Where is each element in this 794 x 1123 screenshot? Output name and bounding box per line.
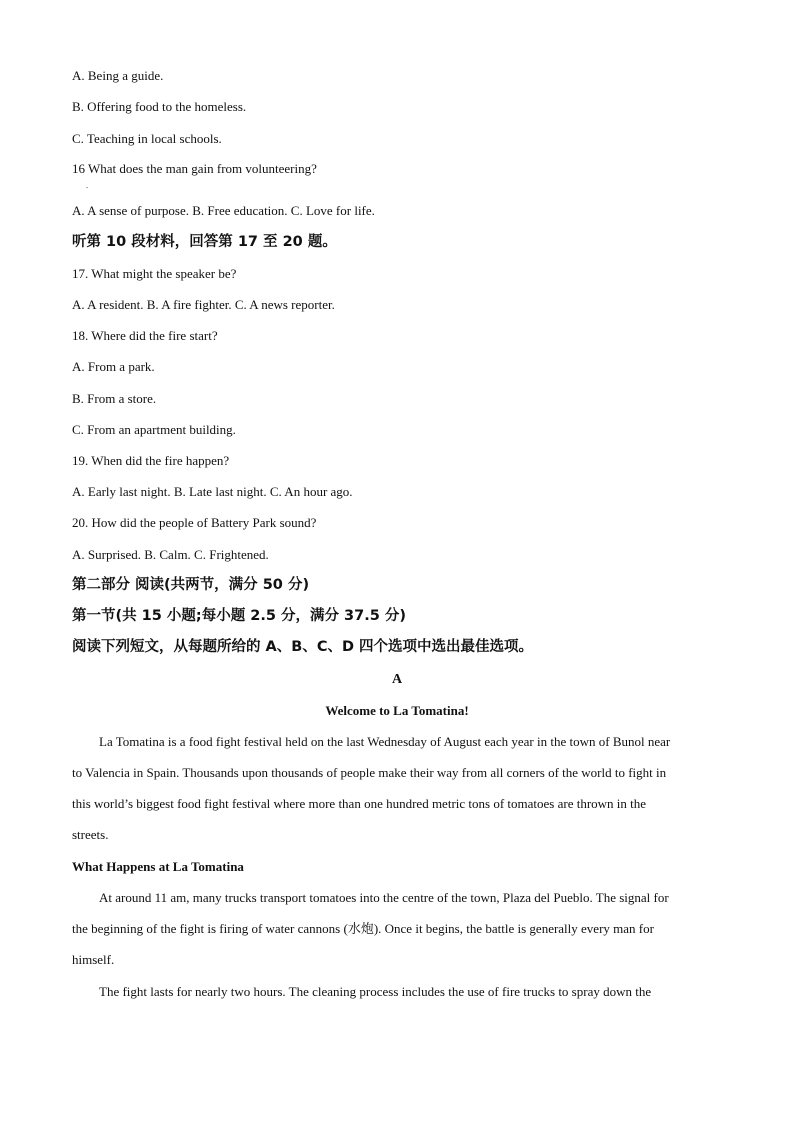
paragraph-1-line-4: streets. — [72, 827, 109, 842]
reading-instruction: 阅读下列短文，从每题所给的 A、B、C、D 四个选项中选出最佳选项。 — [72, 639, 534, 655]
question-17: 17. What might the speaker be? — [72, 266, 237, 281]
option-18a: A. From a park. — [72, 359, 155, 374]
passage-title: Welcome to La Tomatina! — [325, 703, 469, 718]
section-instruction-10: 听第 10 段材料，回答第 17 至 20 题。 — [72, 234, 337, 250]
subheading-what-happens: What Happens at La Tomatina — [72, 859, 244, 874]
option-15b: B. Offering food to the homeless. — [72, 99, 247, 114]
paragraph-1-line-1: La Tomatina is a food fight festival held on the last Wednesday of August each year in the town of Bunol near — [99, 734, 671, 749]
paragraph-1-line-2: to Valencia in Spain. Thousands upon thousands of people make their way from all corners of the world to fight in — [72, 765, 667, 780]
question-20: 20. How did the people of Battery Park sound? — [72, 515, 317, 530]
paragraph-2-line-1: At around 11 am, many trucks transport tomatoes into the centre of the town, Plaza del Pueblo. The signal for — [99, 890, 669, 905]
paragraph-2-line-2: the beginning of the fight is firing of water cannons (水炮). Once it begins, the battle is generally every man for — [72, 921, 654, 936]
part-two-heading: 第二部分 阅读(共两节，满分 50 分) — [72, 577, 310, 593]
paragraph-1-line-3: this world’s biggest food fight festival where more than one hundred metric tons of tomatoes are thrown in the — [72, 796, 647, 811]
option-18b: B. From a store. — [72, 391, 157, 406]
section-one-heading: 第一节(共 15 小题;每小题 2.5 分，满分 37.5 分) — [72, 608, 406, 624]
passage-label: A — [391, 672, 403, 687]
options-16: A. A sense of purpose. B. Free education. C. Love for life. — [72, 203, 375, 218]
paragraph-2-line-3: himself. — [72, 952, 115, 967]
option-15c: C. Teaching in local schools. — [72, 131, 222, 146]
options-19: A. Early last night. B. Late last night. C. An hour ago. — [72, 484, 353, 499]
options-20: A. Surprised. B. Calm. C. Frightened. — [72, 547, 269, 562]
options-17: A. A resident. B. A fire fighter. C. A news reporter. — [72, 297, 335, 312]
question-19: 19. When did the fire happen? — [72, 453, 230, 468]
stray-dot: . — [86, 181, 88, 190]
option-15a: A. Being a guide. — [72, 68, 164, 83]
paragraph-3-line-1: The fight lasts for nearly two hours. The cleaning process includes the use of fire trucks to spray down the — [99, 984, 652, 999]
option-18c: C. From an apartment building. — [72, 422, 236, 437]
question-18: 18. Where did the fire start? — [72, 328, 218, 343]
question-16: 16 What does the man gain from volunteering? — [72, 161, 317, 176]
